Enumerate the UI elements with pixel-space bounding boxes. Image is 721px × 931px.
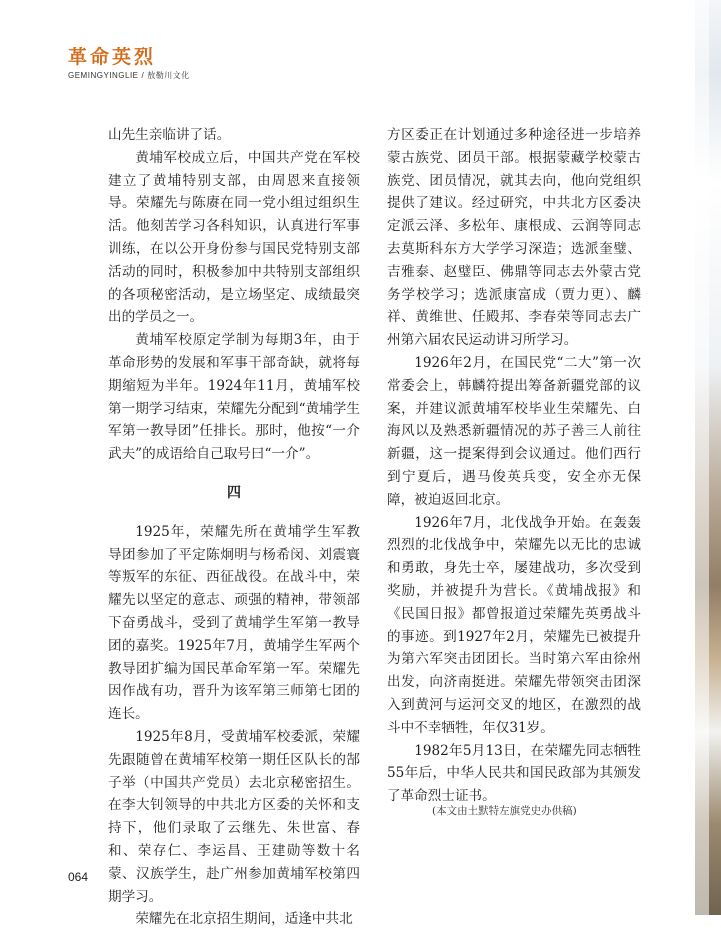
paragraph: 荣耀先在北京招生期间，适逢中共北	[135, 911, 353, 928]
paragraph: 黄埔军校成立后，中国共产党在军校建立了黄埔特别支部，由周恩来直接领导。荣耀先与陈赓在同一党小组过组织生活。他刻苦学习各科知识，认真进行军事训练，在以公开身份参与国民党特别支部活动的同时，积极参加中共特别支部组织的各项秘密活动，是立场坚定、成绩最突出的学员之一。	[108, 149, 360, 326]
subtitle-pinyin: GEMINGYINGLIE	[68, 71, 139, 80]
section-subtitle	[68, 70, 190, 81]
article-column-right	[387, 124, 641, 808]
section-title: 革命英烈	[68, 46, 157, 68]
section-header	[68, 46, 190, 81]
subtitle-text: 敖勒川文化	[147, 71, 190, 80]
section-number: 四	[227, 484, 241, 501]
paragraph: 1926年2月，在国民党“二大”第一次常委会上，韩麟符提出筹备新疆党部的议案，并建议派黄埔军校毕业生荣耀先、白海风以及熟悉新疆情况的苏子善三人前往新疆，这一提案得到会议通过。他们西行到宁夏后，遇马俊英兵变，安全亦无保障，被迫返回北京。	[387, 354, 641, 508]
paragraph: 1926年7月，北伐战争开始。在轰轰烈烈的北伐战争中，荣耀先以无比的忠诚和勇敢，身先士卒，屡建战功，多次受到奖励，并被提升为营长。《黄埔战报》和《民国日报》都曾报道过荣耀先英勇战斗的事迹。到1927年2月，荣耀先已被提升为第六军突击团团长。当时第六军由徐州出发，向济南挺进。荣耀先带领突击团深入到黄河与运河交叉的地区，在激烈的战斗中不幸牺牲，年仅31岁。	[387, 514, 641, 736]
paragraph: 1982年5月13日，在荣耀先同志牺牲55年后，中华人民共和国民政部为其颁发了革命烈士证书。	[387, 742, 641, 805]
paragraph: 山先生亲临讲了话。	[108, 127, 231, 143]
paragraph: 方区委正在计划通过多种途径进一步培养蒙古族党、团员干部。根据蒙藏学校蒙古族党、团员情况，就其去向，他向党组织提供了建议。经过研究，中共北方区委决定派云泽、多松年、康根成、云润等同志去莫斯科东方大学学习深造；选派奎璧、吉雅泰、赵璧臣、佛鼎等同志去外蒙古党务学校学习；选派康富成（贾力更）、麟祥、黄维世、任殿邦、李春荣等同志去广州第六届农民运动讲习所学习。	[387, 127, 641, 349]
paragraph: 1925年，荣耀先所在黄埔学生军教导团参加了平定陈炯明与杨希闵、刘震寰等叛军的东征、西征战役。在战斗中，荣耀先以坚定的意志、顽强的精神，带领部下奋勇战斗，受到了黄埔学生军第一教导团的嘉奖。1925年7月，黄埔学生军两个教导团扩编为国民革命军第一军。荣耀先因作战有功，晋升为该军第三师第七团的连长。	[108, 523, 360, 723]
paragraph: 1925年8月，受黄埔军校委派，荣耀先跟随曾在黄埔军校第一期任区队长的郜子举（中国共产党员）去北京秘密招生。在李大钊领导的中共北方区委的关怀和支持下，他们录取了云继先、朱世富、春和、荣存仁、李运昌、王建勋等数十名蒙、汉族学生，赴广州参加黄埔军校第四期学习。	[108, 728, 360, 905]
paragraph: 黄埔军校原定学制为每期3年，由于革命形势的发展和军事干部奇缺，就将每期缩短为半年。1924年11月，黄埔军校第一期学习结束，荣耀先分配到“黄埔学生军第一教导团”任排长。那时，他按“一介武夫”的成语给自己取号曰“一介”。	[108, 332, 360, 463]
edge-photo-image	[695, 0, 721, 915]
subtitle-separator: /	[141, 71, 145, 80]
page-number: 064	[68, 870, 89, 884]
source-note: (本文由土默特左旗党史办供稿)	[432, 805, 577, 817]
article-column-left	[108, 124, 360, 931]
